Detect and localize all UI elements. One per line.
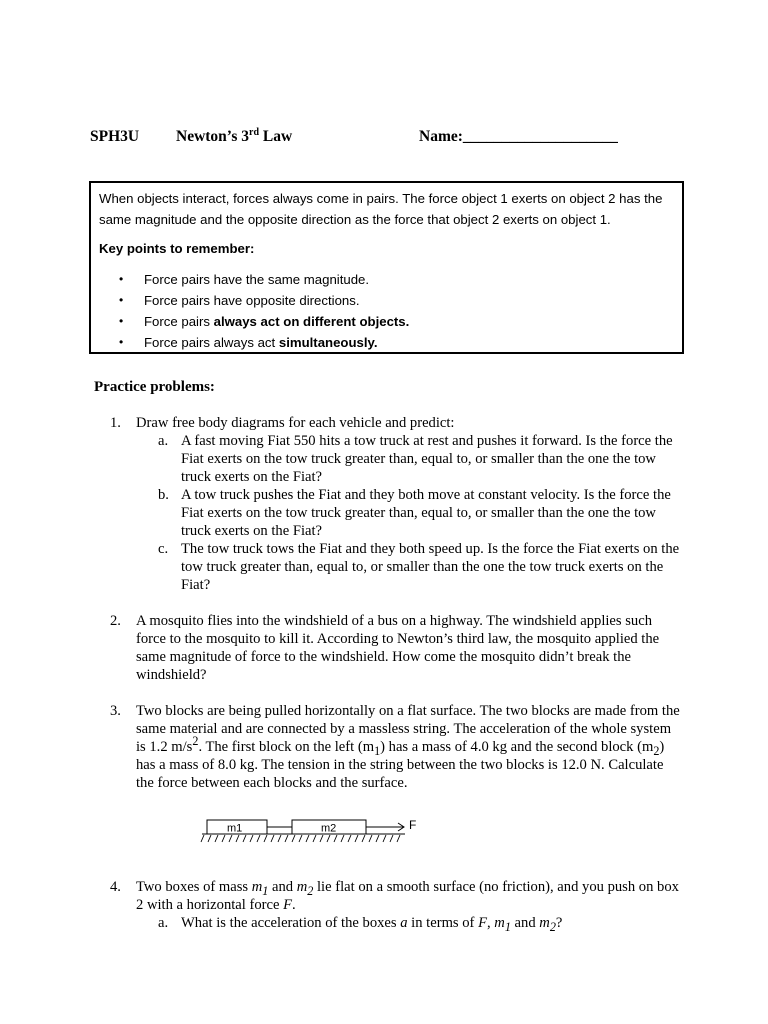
problem-text: Two boxes of mass $m_1$ and $m_2$ lie flat on a smooth surface (no friction), and you push on box 2 with a horizontal force F.: [136, 879, 679, 913]
worksheet-header: [90, 128, 690, 150]
problem-number: 1.: [110, 415, 121, 431]
ground-surface: [201, 834, 405, 842]
bullet-icon: •: [119, 335, 124, 349]
problem-list: [110, 414, 680, 932]
intro-text: When objects interact, forces always come in pairs. The force object 1 exerts on object 2 has the same magnitude and the opposite direction as the force that object 2 exerts on object 1.: [99, 191, 663, 227]
bullet-icon: •: [119, 314, 124, 328]
name-field: Name:____________________: [419, 128, 618, 145]
block-m1-label: m1: [227, 822, 243, 835]
problem-number: 2.: [110, 613, 121, 629]
block-m2-label: m2: [321, 822, 337, 835]
problem-2: [110, 612, 680, 684]
course-code: SPH3U: [90, 128, 140, 145]
sub-question-b: b. A tow truck pushes the Fiat and they both move at constant velocity. Is the force the Fiat exerts on the tow truck greater than, equal to, or smaller than the one the tow truck exerts on the Fiat?: [158, 487, 671, 539]
sub-question-a: a. A fast moving Fiat 550 hits a tow truck at rest and pushes it forward. Is the force the Fiat exerts on the tow truck greater than, equal to, or smaller than the one the tow truck exerts on the Fiat?: [158, 433, 673, 485]
worksheet-title: Newton’s 3rd Law: [176, 126, 293, 145]
bullet-icon: •: [119, 272, 124, 286]
problem-text: Draw free body diagrams for each vehicle and predict:: [136, 415, 455, 431]
problem-1: [110, 414, 680, 594]
force-arrow: [366, 823, 404, 831]
key-point: • Force pairs have opposite directions.: [99, 290, 674, 311]
key-points-list: [99, 269, 674, 353]
key-point: • Force pairs always act on different objects.: [99, 311, 674, 332]
problem-3: [110, 702, 680, 792]
problem-text: Two blocks are being pulled horizontally on a flat surface. The two blocks are made from the same material and are connected by a massless string. The acceleration of the whole system is 1.2 $m/s^2$. The first block on the left $(m_1)$ has a mass of 4.0 kg and the second block $(m_2)$ has a mass of 8.0 kg. The tension in the string between the two blocks is 12.0 N. Calculate the force between each blocks and the surface.: [136, 703, 680, 791]
problem-number: 3.: [110, 703, 121, 719]
key-point: • Force pairs always act simultaneously.: [99, 332, 674, 353]
sub-question-c: c. The tow truck tows the Fiat and they both speed up. Is the force the Fiat exerts on the tow truck greater than, equal to, or smaller than the one the tow truck exerts on the Fiat?: [158, 541, 680, 593]
key-points-title: Key points to remember:: [99, 241, 255, 256]
problem-text: A mosquito flies into the windshield of a bus on a highway. The windshield applies such force to the mosquito to kill it. According to Newton’s third law, the mosquito applied the same magnitude of force to the windshield. How come the mosquito didn’t break the windshield?: [136, 613, 660, 683]
problem-4: [110, 878, 680, 932]
key-point: • Force pairs have the same magnitude.: [99, 269, 674, 290]
bullet-icon: •: [119, 293, 124, 307]
blocks-diagram: [200, 812, 430, 852]
practice-problems-title: Practice problems:: [94, 379, 215, 395]
sub-question-a: a. What is the acceleration of the boxes a in terms of F, $m_1$ and $m_2$?: [158, 915, 563, 934]
problem-number: 4.: [110, 879, 121, 895]
key-concepts-box: [89, 181, 684, 354]
force-label: F: [409, 818, 417, 832]
